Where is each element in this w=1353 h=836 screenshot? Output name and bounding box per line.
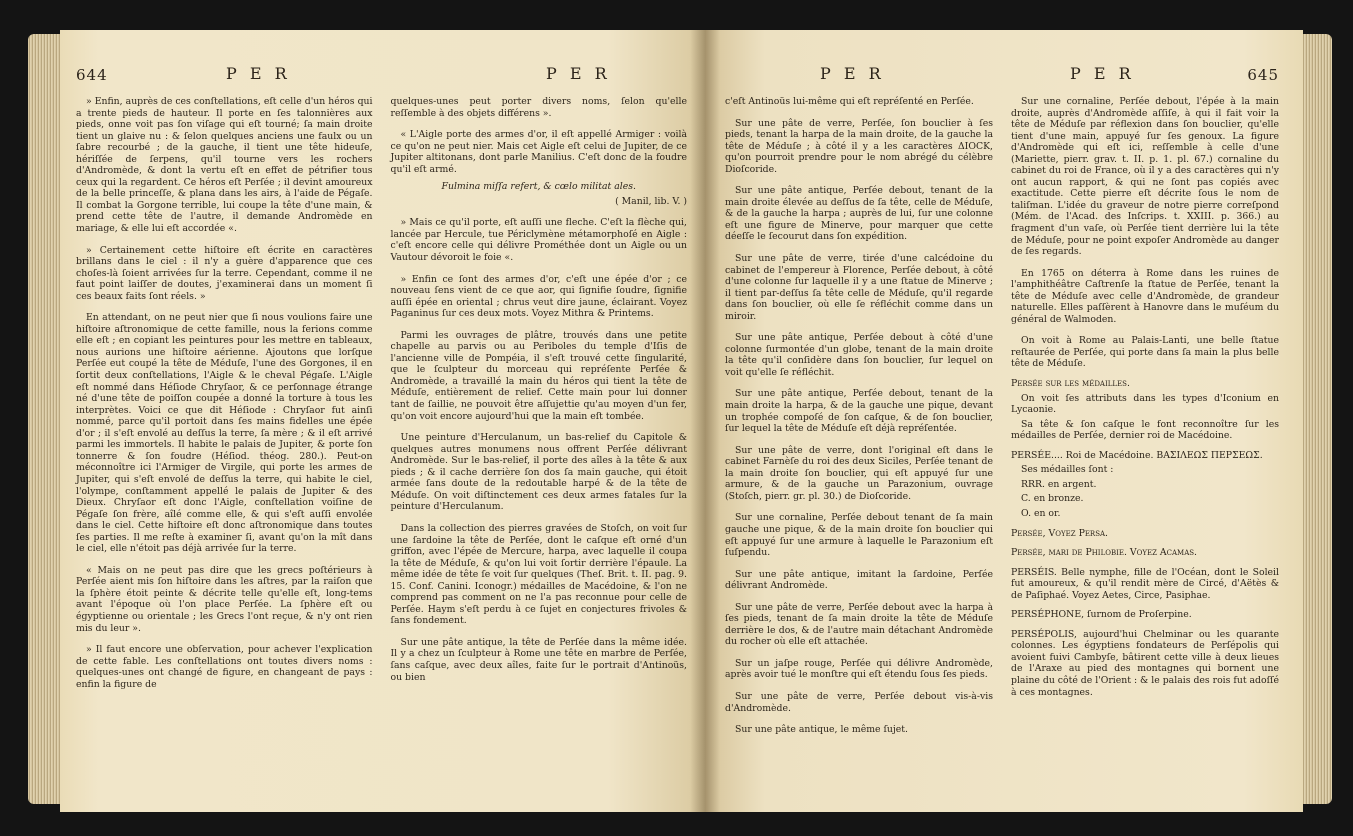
paragraph: Dans la collection des pierres gravées de Stoſch, on voit ſur une ſardoine la tête de Perſée, dont le caſque eſt orné d'un griffon, avec l'épée de Mercure, harpa, avec laquelle il coupa la tête de Méduſe, & qu'on lui voit ſortir derrière l'épaule. La même idée de tête ſe voit ſur quelques (Theſ. Brit. t. II. pag. 9. 15. Conf. Canini. Iconogr.) médailles de Macédoine, & l'on ne comprend pas comment on ne l'a pas reconnue pour celle de Perſée. Haym s'eſt perdu à ce ſujet en conjectures frivoles & ſans fondement. <box>390 522 687 627</box>
paragraph: quelques-unes peut porter divers noms, ſelon qu'elle reſſemble à des objets différens ». <box>390 96 687 119</box>
quote-citation: ( Manil, lib. V. ) <box>615 195 687 207</box>
paragraph: » Mais ce qu'il porte, eſt auſſi une fleche. C'eſt la flèche qui, lancée par Hercule, tue Périclymène métamorphoſé en Aigle : c'eſt encore celle qui délivre Prométhée dont un Aigle ou un Vautour dévoroit le foie «. <box>390 217 687 264</box>
medal-rarity-gold: O. en or. <box>1021 507 1061 519</box>
paragraph: Sur une cornaline, Perſée debout tenant de ſa main gauche une pique, & de la main droite ſon bouclier qui eſt appuyé ſur une armure à laquelle le Parazonium eſt ſuſpendu. <box>725 512 993 559</box>
latin-quote: Fulmina miſſa refert, & cœlo militat ales. <box>441 181 636 193</box>
paragraph: Une peinture d'Herculanum, un bas-relief du Capitole & quelques autres monumens nous offrent Perſée délivrant Andromède. Sur le bas-relief, il porte des aîles à la tête & aux pieds ; & il cache derrière ſon dos ſa main gauche, qui étoit armée ſans doute de la redoutable harpé & de la tête de Méduſe. On voit diſtinctement ces deux armes fatales ſur la peinture d'Herculanum. <box>390 432 687 513</box>
paragraph: Sur une pâte antique, la tête de Perſée dans la même idée. Il y a chez un ſculpteur à Rome une tête en marbre de Perſée, ſans caſque, avec deux aîles, faite ſur le portrait d'Antinoüs, ou bien <box>390 636 687 683</box>
right-page-header <box>725 64 1279 88</box>
paragraph: On voit à Rome au Palais-Lanti, une belle ſtatue reſtaurée de Perſée, qui porte dans ſa main la plus belle tête de Méduſe. <box>1011 335 1279 370</box>
paragraph: Sur une pâte de verre, dont l'original eſt dans le cabinet Farnèſe du roi des deux Siciles, Perſée tenant de la main droite ſon bouclier, qui eſt appuyé ſur une armure, & de la gauche un Parazonium, ouvrage (Stoſch, pierr. gr. pl. 30.) de Dioſcoride. <box>725 444 993 502</box>
entry-persee-roi: PERSÉE.... Roi de Macédoine. ΒΑΣΙΛΕΩΣ ΠΕΡΣΕΩΣ. <box>1011 449 1263 461</box>
entry-persee-philobie: Persée, mari de Philobie. Voyez Acamas. <box>1011 547 1197 559</box>
right-page-number: 645 <box>1247 66 1279 84</box>
left-running-title-b: P E R <box>546 64 611 83</box>
entry-persee-persa: Persée, Voyez Persa. <box>1011 527 1109 539</box>
left-column-1 <box>76 96 373 693</box>
entry-persepolis: PERSÉPOLIS, aujourd'hui Chelminar ou les quarante colonnes. Les égyptiens fondateurs de Perſépolis qui avoient fuivi Cambyſe, bâtirent cette ville à deux lieues de l'Araxe au pied des montagnes qui bornent une plaine du côté de l'Orient : & le palais des rois fut adoſſé à ces montagnes. <box>1011 628 1279 698</box>
medal-rarity-bronze: C. en bronze. <box>1021 493 1084 505</box>
right-page <box>705 30 1303 812</box>
left-column-2 <box>391 96 688 693</box>
paragraph: Sur un jaſpe rouge, Perſée qui délivre Andromède, après avoir tué le monſtre qui eſt étendu ſous ſes pieds. <box>725 657 993 681</box>
paragraph: Sur une cornaline, Perſée debout, l'épée à la main droite, auprès d'Andromède aſſiſe, à qui il fait voir la tête de Méduſe par réflexion dans ſon bouclier, qu'elle tient d'une main, appuyé ſur ſes genoux. La figure d'Andromède qui eſt ici, reſſemble à celle d'une (Mariette, pierr. grav. t. II. p. 1. pl. 67.) cornaline du cabinet du roi de France, où il y a des caractères qui n'y ont aucun rapport, & qui ne ſont pas copiés avec exactitude. Cette pierre eſt décrite ſous le nom de taliſman. L'idée du graveur de notre pierre correſpond (Mém. de l'Acad. des Inſcrips. t. XXIII. p. 366.) au fragment d'un vaſe, où Perſée tient derrière lui la tête de Méduſe, pour ne point expoſer Andromède au danger de ſes regards. <box>1011 96 1279 258</box>
paragraph: Ses médailles ſont : <box>1021 464 1114 476</box>
left-page-header <box>76 64 687 88</box>
paragraph: Sur une pâte de verre, tirée d'une calcédoine du cabinet de l'empereur à Florence, Perſée debout, à côté d'une colonne ſur laquelle il y a une ſtatue de Minerve ; il tient par-deſſus ſa tête celle de Méduſe, qu'il regarde dans ſon bouclier, où elle ſe réfléchit comme dans un miroir. <box>725 253 993 322</box>
paragraph: On voit ſes attributs dans les types d'Iconium en Lycaonie. <box>1011 392 1279 416</box>
paragraph: Parmi les ouvrages de plâtre, trouvés dans une petite chapelle au parvis ou au Periboles du temple d'Iſis de l'ancienne ville de Pompéia, il s'eſt trouvé cette ſingularité, que le ſculpteur du morceau qui repréſente Perſée & Andromède, a travaillé la main du héros qui tient la tête de Méduſe, entièrement de relief. Cette main pour lui donner tant de ſaillie, ne pouvoit être aſſujettie qu'au moyen d'un fer, qu'on voit encore aujourd'hui que la main eſt tombée. <box>390 329 687 422</box>
paragraph: c'eſt Antinoüs lui-même qui eſt repréſenté en Perſée. <box>725 96 974 107</box>
paragraph: « L'Aigle porte des armes d'or, il eſt appellé Armiger : voilà ce qu'on ne peut nier. Mais cet Aigle eſt celui de Jupiter, de ce Jupiter altitonans, dont parle Manilius. C'eſt donc de la foudre qu'il eſt armé. <box>390 129 687 175</box>
right-running-title-b: P E R <box>1070 64 1135 83</box>
paragraph: Sur une pâte de verre, Perſée, ſon bouclier à ſes pieds, tenant la harpa de la main droite, de la gauche la tête de Méduſe ; à côté il y a les caractères ΔIOCK, qu'on pourroit prendre pour le nom abrégé du célèbre Dioſcoride. <box>725 117 993 175</box>
open-book <box>20 12 1338 828</box>
paragraph: Sa tête & ſon caſque le font reconnoître ſur les médailles de Perſée, dernier roi de Macédoine. <box>1011 418 1279 442</box>
paragraph: » Enfin, auprès de ces conſtellations, eſt celle d'un héros qui a trente pieds de hauteur. Il porte en ſes talonnières aux pieds, onne voit pas ſon viſage qui eſt tourné; ſa main droite tient un glaive nu : & ſelon quelques anciens une faulx ou un ſabre recourbé ; de la gauche, il tient une tête hideuſe, hériſſée de ſerpens, qu'il tourne vers les rochers d'Andromède, & dont la vertu eſt en effet de pétrifier tous ceux qui la regardent. Ce héros eſt Perſée ; il devint amoureux de la belle princeſſe, & plana dans les airs, à l'aide de Pégaſe. Il combat la Gorgone terrible, lui coupe la tête d'une main, & prend cette tête de l'autre, il demande Andromède en mariage, & elle lui eſt accordée «. <box>76 96 373 235</box>
paragraph: Sur une pâte de verre, Perſée debout avec la harpa à ſes pieds, tenant de ſa main droite la tête de Méduſe derrière le dos, & de l'autre main détachant Andromède du rocher où elle eſt attachée. <box>725 601 993 648</box>
paragraph: » Enfin ce ſont des armes d'or, c'eſt une épée d'or ; ce nouveau ſens vient de ce que aor, qui ſignifie ſoudre, ſignifie auſſi épée en oriental ; chrus veut dire jaune, éclairant. Voyez Paganinus ſur ces deux mots. Voyez Mithra & Printems. <box>390 273 687 320</box>
right-column-2 <box>1011 96 1279 739</box>
paragraph: En attendant, on ne peut nier que ſi nous voulions faire une hiſtoire aſtronomique de cette famille, nous la ferions comme elle eſt ; en copiant les peintures pour les mettre en tableaux, nous aurions une hiſtoire aérienne. Ajoutons que lorſque Perſée eut coupé la tête de Méduſe, l'une des Gorgones, il en ſortit deux conſtellations, l'Aigle & le cheval Pégaſe. L'Aigle eſt nommé dans Héſiode Chryſaor, & ce perſonnage étrange né d'une tête de poiſſon coupée a donné la torture à tous les interprètes. Voici ce que dit Héſiode : Chryſaor fut ainſi nommé, parce qu'il portoit dans ſes mains fidelles une épée d'or ; il s'eſt envolé au deſſus la terre, ſa mère ; & il eſt arrivé parmi les immortels. Il habite le palais de Jupiter, & porte ſon tonnerre & ſon foudre (Héſiod. théog. 280.). Peut-on méconnoître ici l'Armiger de Virgile, qui porte les armes de Jupiter, qui s'eſt envolé de deſſus la terre, qui habite le ciel, l'olympe, conſtamment appellé le palais de Jupiter & des Dieux. Chryſaor eſt donc l'Aigle, conſtellation voiſine de Pégaſe ſon frère, aîlé comme elle, & qui s'eſt auſſi envolée dans le ciel. Cette hiſtoire eſt donc aſtronomique dans toutes ſes parties. Il me reſte à examiner ſi, avant qu'on la mît dans le ciel, elle n'étoit pas déjà arrivée ſur la terre. <box>76 312 373 555</box>
paragraph: Sur une pâte antique, Perſée debout à côté d'une colonne ſurmontée d'un globe, tenant de la main droite la tête qu'il conſidère dans ſon bouclier, ſur lequel on voit qu'elle ſe réfléchit. <box>725 332 993 378</box>
entry-persephone: PERSÉPHONE, ſurnom de Proſerpine. <box>1011 609 1192 621</box>
entry-perseis: PERSÉIS. Belle nymphe, fille de l'Océan, dont le Soleil fut amoureux, & qu'il rendit mère de Circé, d'Aëtès & de Paſiphaé. Voyez Aetes, Circe, Pasiphae. <box>1011 566 1279 601</box>
medal-rarity-silver: RRR. en argent. <box>1021 478 1097 490</box>
paragraph: Sur une pâte antique, Perſée debout, tenant de la main droite la harpa, & de la gauche une pique, devant un trophée compoſé de ſon caſque, & de ſon bouclier, ſur lequel la tête de Méduſe eſt déjà repréſentée. <box>725 388 993 435</box>
paragraph: En 1765 on déterra à Rome dans les ruines de l'amphithéâtre Caſtrenſe la ſtatue de Perſée, tenant la tête de Méduſe avec celle d'Andromède, de grandeur naturelle. Elles paſſèrent à Hanovre dans le muſéum du général de Walmoden. <box>1011 267 1279 325</box>
paragraph: Sur une pâte antique, Perſée debout, tenant de la main droite élevée au deſſus de ſa tête, celle de Méduſe, & de la gauche la harpa ; auprès de lui, ſur une colonne eſt une figure de Minerve, pour marquer que cette déeſſe le ſecourut dans ſon expédition. <box>725 185 993 243</box>
paragraph: « Mais on ne peut pas dire que les grecs poſtérieurs à Perſée aient mis ſon hiſtoire dans les aſtres, par la raiſon que la ſphère étoit peinte & décrite telle qu'elle eſt, long-tems avant l'époque où l'on place Perſée. La ſphère eſt ou égyptienne ou orientale ; les Grecs l'ont reçue, & n'y ont rien mis du leur ». <box>76 564 373 634</box>
paragraph: Sur une pâte de verre, Perſée debout vis-à-vis d'Andromède. <box>725 690 993 714</box>
book-gutter-shadow <box>690 30 720 812</box>
left-page-number: 644 <box>76 66 108 84</box>
left-page <box>60 30 705 812</box>
paragraph: » Il faut encore une obſervation, pour achever l'explication de cette fable. Les conſtellations ont toutes divers noms : quelques-unes ont changé de figure, en changeant de pays : enfin la figure de <box>76 644 373 690</box>
paragraph: » Certainement cette hiſtoire eſt écrite en caractères brillans dans le ciel : il n'y a guère d'apparence que ces choſes-là ſoient arrivées ſur la terre. Cependant, comme il ne faut point laiſſer de doutes, j'examinerai dans un moment ſi ces beaux faits ſont réels. » <box>76 244 373 302</box>
right-column-1 <box>725 96 993 739</box>
right-page-columns <box>725 96 1279 739</box>
paragraph: Sur une pâte antique, le même ſujet. <box>735 724 908 736</box>
left-page-columns <box>76 96 687 693</box>
subheading-medailles: Perſée ſur les médailles. <box>1011 378 1130 390</box>
right-running-title-a: P E R <box>820 64 885 83</box>
left-running-title-a: P E R <box>226 64 291 83</box>
paragraph: Sur une pâte antique, imitant la ſardoine, Perſée délivrant Andromède. <box>725 568 993 592</box>
